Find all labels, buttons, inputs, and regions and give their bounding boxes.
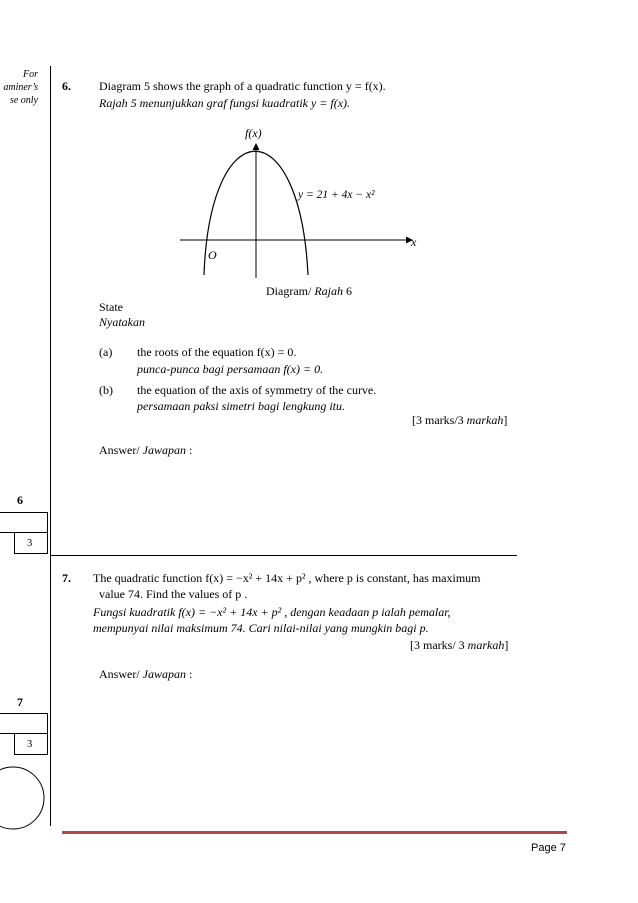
q6-marks (412, 412, 507, 428)
q6-part-a-ms: punca-punca bagi persamaan f(x) = 0. (137, 362, 324, 376)
q7-marks (410, 637, 508, 653)
caption-en: Diagram/ (266, 284, 312, 298)
q6-part-b-en: the equation of the axis of symmetry of the curve. (137, 383, 377, 397)
q7-marks-en: [3 marks/ 3 (410, 638, 465, 652)
q6-answer-colon: : (186, 443, 193, 457)
q6-answer-ms: Jawapan (142, 443, 187, 457)
q7-answer-label (99, 666, 192, 682)
q6-marks-en: [3 marks/3 (412, 413, 464, 427)
q6-part-a-en: the roots of the equation f(x) = 0. (137, 345, 297, 359)
q6-part-a-label: (a) (99, 345, 113, 359)
examiner-line-2: aminer’s (3, 82, 38, 93)
q7-number: 7. (62, 571, 71, 585)
q7-line-2: value 74. Find the values of p . (99, 587, 248, 601)
q7-answer-colon: : (186, 667, 193, 681)
q6-mark-box-top (0, 512, 48, 533)
q7-marks-value: 3 (27, 739, 33, 750)
examiner-line-3: se only (9, 95, 38, 106)
q6-marks-ms: markah (466, 413, 504, 427)
q7-line-3: Fungsi kuadratik f(x) = −x² + 14x + p² , dengan keadaan p ialah pemalar, (93, 605, 451, 619)
caption-number: 6 (346, 284, 352, 298)
q6-sidebar-number: 6 (17, 493, 23, 507)
caption-ms: Rajah (314, 284, 343, 298)
q6-answer-label (99, 442, 192, 458)
q7-mark-box-top (0, 713, 48, 734)
q7-sidebar-number: 7 (17, 695, 23, 709)
q6-marks-close: ] (503, 413, 508, 427)
q6-state-en: State (99, 300, 123, 314)
q6-intro-ms: Rajah 5 menunjukkan graf fungsi kuadratik y = f(x). (99, 96, 351, 110)
y-axis-label: f(x) (245, 126, 262, 140)
page-number: Page 7 (531, 842, 566, 854)
q7-line-1: The quadratic function f(x) = −x² + 14x + p² , where p is constant, has maximum (93, 571, 481, 585)
q6-marks-value: 3 (27, 538, 33, 549)
diagram-caption (266, 283, 352, 299)
footer-rule (62, 831, 567, 834)
q7-marks-close: ] (504, 638, 509, 652)
q6-intro-en: Diagram 5 shows the graph of a quadratic function y = f(x). (99, 79, 386, 93)
question-separator (50, 555, 517, 556)
total-marks-circle (0, 765, 46, 831)
examiner-line-1: For (23, 69, 38, 80)
q7-answer-en: Answer/ (99, 667, 140, 681)
y-axis-arrow-icon (253, 143, 260, 150)
q7-marks-ms: markah (467, 638, 505, 652)
q6-answer-en: Answer/ (99, 443, 140, 457)
q6-part-b-label: (b) (99, 383, 113, 397)
curve-equation-label: y = 21 + 4x − x² (298, 189, 375, 201)
q6-part-b-ms: persamaan paksi simetri bagi lengkung itu. (137, 399, 345, 413)
q7-mark-box (14, 733, 48, 755)
q7-answer-ms: Jawapan (142, 667, 187, 681)
x-axis-label: x (411, 235, 417, 249)
q6-number: 6. (62, 79, 71, 93)
examiner-use-label (0, 68, 38, 107)
margin-rule (50, 66, 51, 826)
q6-mark-box (14, 532, 48, 554)
origin-label: O (208, 248, 217, 262)
q6-state-ms: Nyatakan (99, 315, 145, 329)
q7-line-4: mempunyai nilai maksimum 74. Cari nilai-nilai yang mungkin bagi p. (93, 621, 429, 635)
